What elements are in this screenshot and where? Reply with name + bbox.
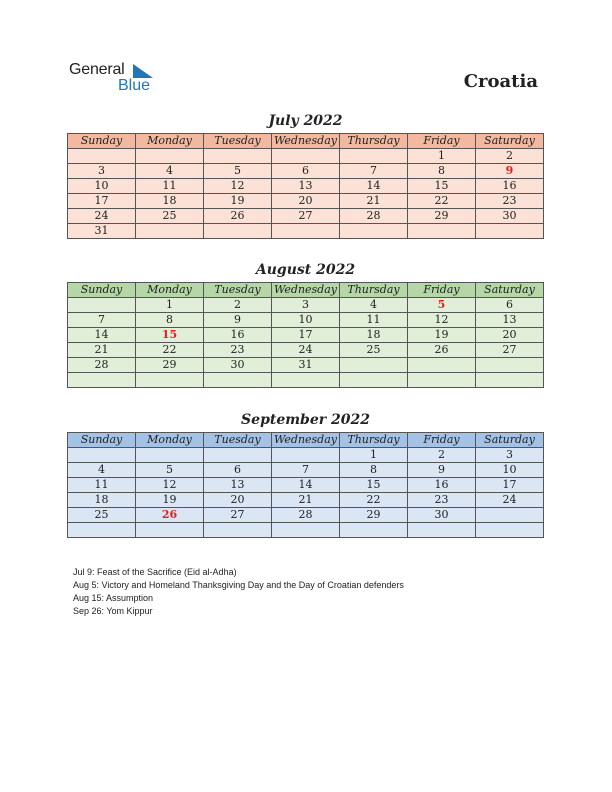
day-cell: 13 xyxy=(476,313,544,328)
empty-day-cell xyxy=(476,224,544,239)
week-row xyxy=(68,478,544,493)
day-cell: 1 xyxy=(408,149,476,164)
day-cell: 22 xyxy=(340,493,408,508)
logo-word-blue: Blue xyxy=(118,77,151,94)
day-cell: 5 xyxy=(204,164,272,179)
day-cell: 28 xyxy=(68,358,136,373)
day-cell: 7 xyxy=(68,313,136,328)
weekday-header-row xyxy=(68,283,544,298)
empty-day-cell xyxy=(340,523,408,538)
day-cell: 19 xyxy=(408,328,476,343)
day-cell: 4 xyxy=(340,298,408,313)
day-cell: 19 xyxy=(204,194,272,209)
empty-day-cell xyxy=(204,149,272,164)
empty-day-cell xyxy=(68,298,136,313)
logo-triangle-icon xyxy=(133,64,153,78)
day-cell: 24 xyxy=(272,343,340,358)
day-cell: 7 xyxy=(340,164,408,179)
day-cell: 25 xyxy=(68,508,136,523)
weekday-header-row xyxy=(68,433,544,448)
weekday-header: Thursday xyxy=(340,433,408,448)
week-row xyxy=(68,373,544,388)
month-title-july: July 2022 xyxy=(268,113,343,129)
empty-day-cell xyxy=(68,373,136,388)
day-cell: 22 xyxy=(136,343,204,358)
day-cell: 16 xyxy=(408,478,476,493)
day-cell: 6 xyxy=(272,164,340,179)
weekday-header: Thursday xyxy=(340,283,408,298)
empty-day-cell xyxy=(408,358,476,373)
week-row xyxy=(68,508,544,523)
day-cell: 4 xyxy=(68,463,136,478)
day-cell: 25 xyxy=(136,209,204,224)
weekday-header: Monday xyxy=(136,433,204,448)
empty-day-cell xyxy=(408,523,476,538)
day-cell: 31 xyxy=(272,358,340,373)
day-cell: 7 xyxy=(272,463,340,478)
holiday-note: Aug 5: Victory and Homeland Thanksgiving Day and the Day of Croatian defenders xyxy=(73,580,404,590)
weekday-header: Saturday xyxy=(476,134,544,149)
day-cell: 23 xyxy=(408,493,476,508)
day-cell: 14 xyxy=(272,478,340,493)
day-cell: 6 xyxy=(476,298,544,313)
day-cell: 17 xyxy=(476,478,544,493)
empty-day-cell xyxy=(476,373,544,388)
weekday-header: Sunday xyxy=(68,283,136,298)
day-cell: 15 xyxy=(408,179,476,194)
generalblue-logo[interactable] xyxy=(69,61,169,97)
day-cell: 14 xyxy=(340,179,408,194)
empty-day-cell xyxy=(204,224,272,239)
month-title-august: August 2022 xyxy=(255,262,356,278)
day-cell: 3 xyxy=(68,164,136,179)
day-cell: 13 xyxy=(204,478,272,493)
holiday-day-cell: 9 xyxy=(476,164,544,179)
day-cell: 25 xyxy=(340,343,408,358)
empty-day-cell xyxy=(476,508,544,523)
empty-day-cell xyxy=(68,149,136,164)
week-row xyxy=(68,343,544,358)
empty-day-cell xyxy=(340,373,408,388)
day-cell: 21 xyxy=(68,343,136,358)
empty-day-cell xyxy=(340,224,408,239)
holiday-notes xyxy=(73,566,413,618)
day-cell: 2 xyxy=(408,448,476,463)
day-cell: 16 xyxy=(204,328,272,343)
empty-day-cell xyxy=(204,523,272,538)
day-cell: 21 xyxy=(340,194,408,209)
day-cell: 4 xyxy=(136,164,204,179)
country-title: Croatia xyxy=(463,71,538,92)
day-cell: 9 xyxy=(204,313,272,328)
day-cell: 30 xyxy=(476,209,544,224)
day-cell: 17 xyxy=(68,194,136,209)
day-cell: 31 xyxy=(68,224,136,239)
week-row xyxy=(68,209,544,224)
empty-day-cell xyxy=(272,224,340,239)
holiday-note: Jul 9: Feast of the Sacrifice (Eid al-Adha) xyxy=(73,567,237,577)
day-cell: 20 xyxy=(204,493,272,508)
weekday-header: Monday xyxy=(136,283,204,298)
holiday-note: Sep 26: Yom Kippur xyxy=(73,606,153,616)
day-cell: 8 xyxy=(408,164,476,179)
day-cell: 26 xyxy=(204,209,272,224)
empty-day-cell xyxy=(272,448,340,463)
day-cell: 17 xyxy=(272,328,340,343)
day-cell: 12 xyxy=(204,179,272,194)
calendar-august xyxy=(67,282,544,388)
month-title-september: September 2022 xyxy=(241,412,370,428)
day-cell: 8 xyxy=(340,463,408,478)
day-cell: 11 xyxy=(68,478,136,493)
empty-day-cell xyxy=(272,523,340,538)
day-cell: 5 xyxy=(136,463,204,478)
day-cell: 6 xyxy=(204,463,272,478)
weekday-header: Saturday xyxy=(476,283,544,298)
empty-day-cell xyxy=(68,523,136,538)
day-cell: 23 xyxy=(204,343,272,358)
holiday-note: Aug 15: Assumption xyxy=(73,593,154,603)
week-row xyxy=(68,358,544,373)
day-cell: 29 xyxy=(408,209,476,224)
day-cell: 18 xyxy=(136,194,204,209)
day-cell: 27 xyxy=(272,209,340,224)
day-cell: 24 xyxy=(68,209,136,224)
weekday-header: Wednesday xyxy=(272,433,340,448)
day-cell: 10 xyxy=(272,313,340,328)
week-row xyxy=(68,194,544,209)
weekday-header: Tuesday xyxy=(204,283,272,298)
day-cell: 29 xyxy=(340,508,408,523)
day-cell: 1 xyxy=(340,448,408,463)
week-row xyxy=(68,179,544,194)
weekday-header: Wednesday xyxy=(272,134,340,149)
calendar-july xyxy=(67,133,544,239)
day-cell: 28 xyxy=(272,508,340,523)
day-cell: 20 xyxy=(476,328,544,343)
weekday-header: Friday xyxy=(408,433,476,448)
day-cell: 27 xyxy=(476,343,544,358)
day-cell: 11 xyxy=(340,313,408,328)
empty-day-cell xyxy=(476,523,544,538)
weekday-header-row xyxy=(68,134,544,149)
day-cell: 9 xyxy=(408,463,476,478)
day-cell: 29 xyxy=(136,358,204,373)
week-row xyxy=(68,224,544,239)
day-cell: 19 xyxy=(136,493,204,508)
empty-day-cell xyxy=(408,224,476,239)
day-cell: 21 xyxy=(272,493,340,508)
week-row xyxy=(68,448,544,463)
day-cell: 30 xyxy=(204,358,272,373)
empty-day-cell xyxy=(136,523,204,538)
day-cell: 12 xyxy=(136,478,204,493)
day-cell: 27 xyxy=(204,508,272,523)
logo-word-general: General xyxy=(69,61,125,78)
holiday-day-cell: 15 xyxy=(136,328,204,343)
holiday-day-cell: 5 xyxy=(408,298,476,313)
empty-day-cell xyxy=(476,358,544,373)
day-cell: 20 xyxy=(272,194,340,209)
empty-day-cell xyxy=(408,373,476,388)
week-row xyxy=(68,328,544,343)
day-cell: 30 xyxy=(408,508,476,523)
day-cell: 2 xyxy=(204,298,272,313)
empty-day-cell xyxy=(204,373,272,388)
day-cell: 8 xyxy=(136,313,204,328)
week-row xyxy=(68,164,544,179)
day-cell: 3 xyxy=(476,448,544,463)
empty-day-cell xyxy=(340,358,408,373)
empty-day-cell xyxy=(136,224,204,239)
weekday-header: Friday xyxy=(408,283,476,298)
day-cell: 10 xyxy=(476,463,544,478)
day-cell: 16 xyxy=(476,179,544,194)
weekday-header: Sunday xyxy=(68,134,136,149)
day-cell: 18 xyxy=(68,493,136,508)
empty-day-cell xyxy=(68,448,136,463)
empty-day-cell xyxy=(272,373,340,388)
weekday-header: Saturday xyxy=(476,433,544,448)
weekday-header: Tuesday xyxy=(204,134,272,149)
empty-day-cell xyxy=(136,373,204,388)
weekday-header: Tuesday xyxy=(204,433,272,448)
week-row xyxy=(68,149,544,164)
calendar-september xyxy=(67,432,544,538)
day-cell: 22 xyxy=(408,194,476,209)
empty-day-cell xyxy=(136,448,204,463)
week-row xyxy=(68,493,544,508)
weekday-header: Thursday xyxy=(340,134,408,149)
day-cell: 23 xyxy=(476,194,544,209)
weekday-header: Monday xyxy=(136,134,204,149)
day-cell: 18 xyxy=(340,328,408,343)
day-cell: 24 xyxy=(476,493,544,508)
empty-day-cell xyxy=(204,448,272,463)
weekday-header: Friday xyxy=(408,134,476,149)
day-cell: 1 xyxy=(136,298,204,313)
empty-day-cell xyxy=(340,149,408,164)
day-cell: 2 xyxy=(476,149,544,164)
day-cell: 11 xyxy=(136,179,204,194)
week-row xyxy=(68,463,544,478)
week-row xyxy=(68,298,544,313)
day-cell: 10 xyxy=(68,179,136,194)
day-cell: 14 xyxy=(68,328,136,343)
weekday-header: Wednesday xyxy=(272,283,340,298)
day-cell: 3 xyxy=(272,298,340,313)
holiday-day-cell: 26 xyxy=(136,508,204,523)
week-row xyxy=(68,313,544,328)
day-cell: 13 xyxy=(272,179,340,194)
empty-day-cell xyxy=(136,149,204,164)
day-cell: 12 xyxy=(408,313,476,328)
day-cell: 15 xyxy=(340,478,408,493)
weekday-header: Sunday xyxy=(68,433,136,448)
day-cell: 26 xyxy=(408,343,476,358)
empty-day-cell xyxy=(272,149,340,164)
week-row xyxy=(68,523,544,538)
day-cell: 28 xyxy=(340,209,408,224)
